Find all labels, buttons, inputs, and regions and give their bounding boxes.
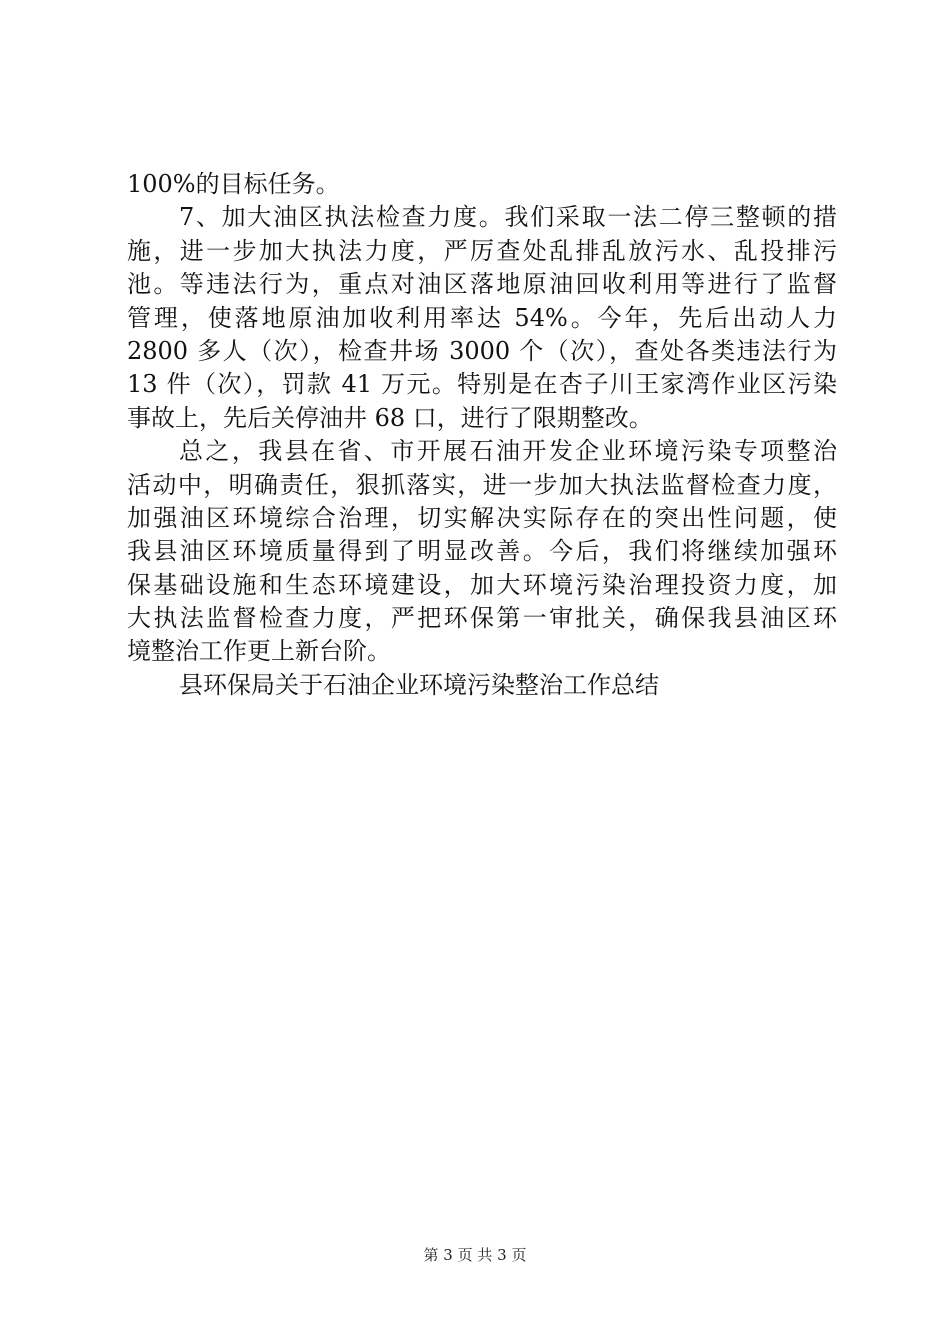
body-text bbox=[127, 168, 837, 702]
page-footer bbox=[0, 1245, 950, 1265]
text-line: 7、加大油区执法检查力度。我们采取一法二停三整顿的措 bbox=[179, 203, 837, 232]
text-line: 我县油区环境质量得到了明显改善。今后，我们将继续加强环 bbox=[127, 537, 837, 566]
text-line: 加强油区环境综合治理，切实解决实际存在的突出性问题，使 bbox=[127, 503, 837, 532]
text-line: 池。等违法行为，重点对油区落地原油回收利用等进行了监督 bbox=[127, 270, 837, 299]
text-line: 2800 多人（次），检查井场 3000 个（次），查处各类违法行为 bbox=[127, 336, 837, 365]
text-line: 总之，我县在省、市开展石油开发企业环境污染专项整治 bbox=[179, 437, 837, 466]
text-line: 大执法监督检查力度，严把环保第一审批关，确保我县油区环 bbox=[127, 604, 837, 633]
document-title-line: 县环保局关于石油企业环境污染整治工作总结 bbox=[179, 670, 659, 699]
text-line: 100%的目标任务。 bbox=[127, 170, 340, 198]
text-line: 管理，使落地原油加收利用率达 54%。今年，先后出动人力 bbox=[127, 303, 837, 332]
text-line: 事故上，先后关停油井 68 口，进行了限期整改。 bbox=[127, 403, 653, 432]
text-line: 施，进一步加大执法力度，严厉查处乱排乱放污水、乱投排污 bbox=[127, 236, 837, 265]
page-number: 第 3 页 共 3 页 bbox=[423, 1246, 527, 1264]
text-line: 13 件（次），罚款 41 万元。特别是在杏子川王家湾作业区污染 bbox=[127, 370, 837, 399]
text-line: 保基础设施和生态环境建设，加大环境污染治理投资力度，加 bbox=[127, 570, 837, 599]
text-line: 境整治工作更上新台阶。 bbox=[127, 637, 391, 666]
text-line: 活动中，明确责任，狠抓落实，进一步加大执法监督检查力度， bbox=[127, 470, 837, 499]
